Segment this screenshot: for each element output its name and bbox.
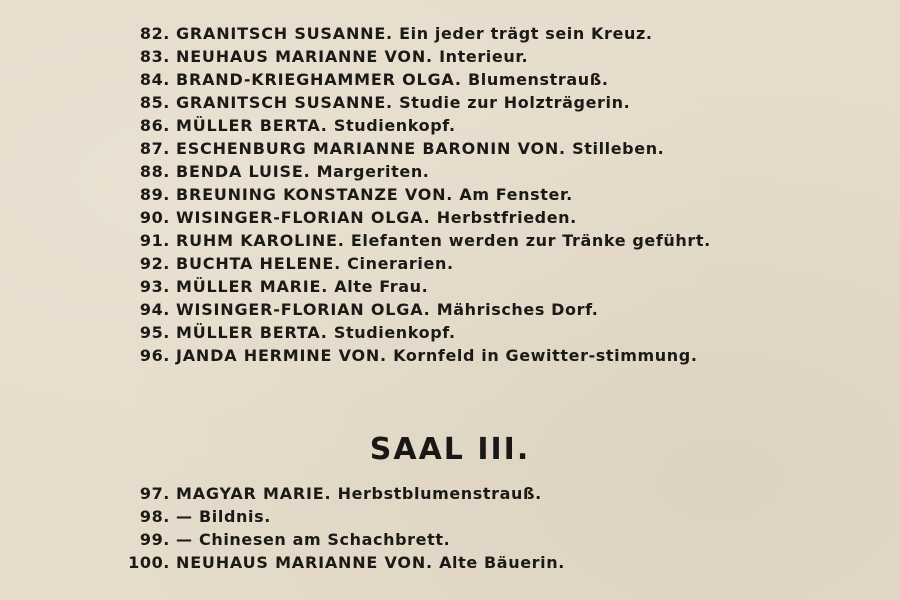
catalog-entry (120, 528, 820, 551)
catalog-list-bottom (120, 482, 820, 574)
entry-artist: RUHM KAROLINE. (176, 231, 345, 250)
entry-number: 82. (139, 24, 170, 43)
entry-artist: NEUHAUS MARIANNE VON. (176, 553, 433, 572)
entry-number: 92. (139, 254, 170, 273)
entry-artist: JANDA HERMINE VON. (176, 346, 387, 365)
entry-artist: — (176, 507, 193, 526)
entry-number: 87. (139, 139, 170, 158)
entry-title: Elefanten werden zur Tränke geführt. (350, 231, 711, 250)
catalog-entry (120, 298, 820, 321)
catalog-entry (120, 160, 820, 183)
entry-text (176, 344, 730, 367)
catalog-entry (120, 68, 820, 91)
entry-number: 97. (139, 484, 170, 503)
entry-artist: GRANITSCH SUSANNE. (176, 24, 393, 43)
entry-artist: GRANITSCH SUSANNE. (176, 93, 393, 112)
entry-title: Alte Bäuerin. (439, 553, 565, 572)
catalog-entry (120, 206, 820, 229)
entry-title: Am Fenster. (459, 185, 573, 204)
entry-text (176, 114, 820, 137)
catalog-entry (120, 45, 820, 68)
entry-text (176, 528, 820, 551)
catalog-entry (120, 344, 730, 367)
entry-number: 84. (139, 70, 170, 89)
entry-text (176, 252, 820, 275)
entry-number: 93. (139, 277, 170, 296)
entry-text (176, 551, 820, 574)
catalog-list-top (120, 22, 820, 367)
entry-title: Alte Frau. (334, 277, 429, 296)
entry-number: 90. (139, 208, 170, 227)
entry-artist: MAGYAR MARIE. (176, 484, 332, 503)
entry-text (176, 229, 730, 252)
entry-title: Stilleben. (572, 139, 665, 158)
entry-title: Mährisches Dorf. (436, 300, 599, 319)
entry-number: 99. (139, 530, 170, 549)
entry-text (176, 206, 820, 229)
entry-number: 96. (139, 346, 170, 365)
catalog-entry (120, 114, 820, 137)
entry-title: Chinesen am Schachbrett. (198, 530, 451, 549)
entry-title: Herbstfrieden. (436, 208, 577, 227)
entry-title: Studienkopf. (333, 323, 456, 342)
entry-title: Blumenstrauß. (467, 70, 609, 89)
entry-text (176, 45, 820, 68)
entry-number: 86. (139, 116, 170, 135)
entry-artist: — (176, 530, 193, 549)
catalog-entry (120, 252, 820, 275)
entry-title: Studienkopf. (333, 116, 456, 135)
entry-text (176, 482, 820, 505)
entry-artist: BRAND-KRIEGHAMMER OLGA. (176, 70, 462, 89)
entry-artist: BENDA LUISE. (176, 162, 311, 181)
entry-title: Kornfeld in Gewitter-stimmung. (393, 346, 698, 365)
entry-text (176, 160, 820, 183)
entry-title: Interieur. (439, 47, 529, 66)
entry-text (176, 321, 820, 344)
entry-number: 89. (139, 185, 170, 204)
entry-text (176, 137, 820, 160)
entry-artist: BREUNING KONSTANZE VON. (176, 185, 454, 204)
entry-title: Cinerarien. (347, 254, 454, 273)
entry-artist: ESCHENBURG MARIANNE BARONIN VON. (176, 139, 566, 158)
entry-number: 91. (139, 231, 170, 250)
section-heading: SAAL III. (369, 432, 531, 467)
entry-artist: MÜLLER MARIE. (176, 277, 329, 296)
entry-text (176, 183, 820, 206)
entry-title: Studie zur Holzträgerin. (399, 93, 631, 112)
catalog-entry (120, 505, 820, 528)
entry-number: 94. (139, 300, 170, 319)
entry-artist: WISINGER-FLORIAN OLGA. (176, 300, 431, 319)
catalog-entry (120, 275, 820, 298)
entry-number: 88. (139, 162, 170, 181)
entry-title: Bildnis. (198, 507, 271, 526)
entry-title: Margeriten. (316, 162, 430, 181)
entry-text (176, 298, 820, 321)
entry-artist: WISINGER-FLORIAN OLGA. (176, 208, 431, 227)
entry-number: 98. (139, 507, 170, 526)
entry-number: 95. (139, 323, 170, 342)
entry-artist: NEUHAUS MARIANNE VON. (176, 47, 433, 66)
catalog-entry (120, 137, 820, 160)
catalog-entry (120, 91, 820, 114)
catalog-entry (120, 183, 820, 206)
entry-number: 85. (139, 93, 170, 112)
catalog-entry (120, 482, 820, 505)
entry-text (176, 68, 820, 91)
entry-title: Herbstblumenstrauß. (337, 484, 542, 503)
catalog-entry (120, 229, 730, 252)
entry-number: 83. (139, 47, 170, 66)
entry-artist: MÜLLER BERTA. (176, 116, 328, 135)
catalog-entry (120, 551, 820, 574)
entry-text (176, 275, 820, 298)
entry-text (176, 91, 820, 114)
entry-text (176, 505, 820, 528)
entry-artist: BUCHTA HELENE. (176, 254, 341, 273)
entry-artist: MÜLLER BERTA. (176, 323, 328, 342)
entry-number: 100. (128, 553, 170, 572)
entry-title: Ein jeder trägt sein Kreuz. (399, 24, 653, 43)
catalog-entry (120, 321, 820, 344)
catalog-entry (120, 22, 820, 45)
entry-text (176, 22, 820, 45)
